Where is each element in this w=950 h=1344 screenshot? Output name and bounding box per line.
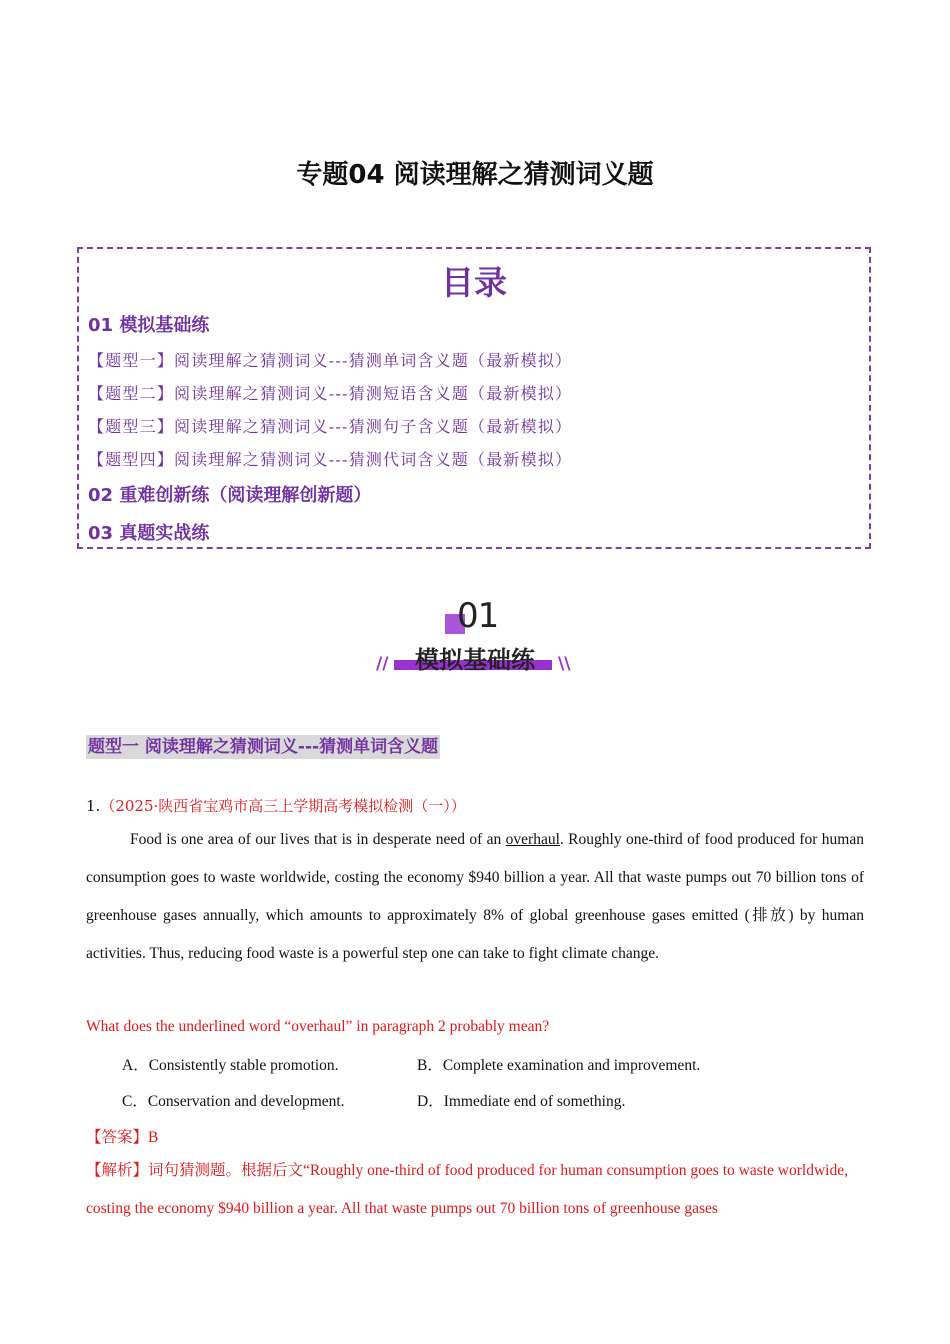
banner-right-slash-decoration: \\ [558,654,571,674]
toc-heading: 目录 [441,263,507,302]
toc-item-type-3[interactable]: 【题型三】阅读理解之猜测词义---猜测句子含义题（最新模拟） [88,417,573,436]
section-heading: 题型一 阅读理解之猜测词义---猜测单词含义题 [88,737,439,757]
passage-text-start: Food is one area of our lives that is in desperate need of an [130,831,506,848]
toc-item-real-exam[interactable]: 03 真题实战练 [88,523,210,544]
toc-item-innovation[interactable]: 02 重难创新练（阅读理解创新题） [88,485,372,506]
analysis: 【解析】词句猜测题。根据后文“Roughly one-third of food produced for human consumption goes to waste worldwide, costing the economy $940 billion a year. All that waste pumps out 70 billion tons of greenhouse gases [86,1162,848,1217]
option-b[interactable]: B．Complete examination and improvement. [417,1057,701,1074]
answer: 【答案】B [86,1129,159,1146]
document-title: 专题04 阅读理解之猜测词义题 [296,160,654,190]
toc-item-type-4[interactable]: 【题型四】阅读理解之猜测词义---猜测代词含义题（最新模拟） [88,450,573,469]
table-of-contents [77,247,871,549]
toc-item-type-2[interactable]: 【题型二】阅读理解之猜测词义---猜测短语含义题（最新模拟） [88,384,573,403]
banner-left-slash-decoration: // [376,654,389,674]
passage-text-end: . Roughly one-third of food produced for human consumption goes to waste worldwide, costing the economy $940 billion a year. All that waste pumps out 70 billion tons of greenhouse gases annually, which amounts to approximately 8% of global greenhouse gases emitted (排放) by human activities. Thus, reducing food waste is a powerful step one can take to fight climate change. [86,831,864,962]
banner-number: 01 [457,596,499,636]
toc-item-type-1[interactable]: 【题型一】阅读理解之猜测词义---猜测单词含义题（最新模拟） [88,351,573,370]
option-c[interactable]: C．Conservation and development. [122,1093,345,1110]
question-prompt: What does the underlined word “overhaul” in paragraph 2 probably mean? [86,1018,550,1035]
toc-item-simulation-basics[interactable]: 01 模拟基础练 [88,315,210,336]
reading-passage [86,821,864,973]
underlined-word: overhaul [505,831,560,848]
option-d[interactable]: D．Immediate end of something. [417,1093,626,1110]
question-source: （2025·陕西省宝鸡市高三上学期高考模拟检测（一）） [100,797,466,815]
question-header [86,795,466,816]
option-a[interactable]: A．Consistently stable promotion. [122,1057,339,1074]
banner-label: 模拟基础练 [415,646,535,674]
question-number: 1. [86,797,101,815]
